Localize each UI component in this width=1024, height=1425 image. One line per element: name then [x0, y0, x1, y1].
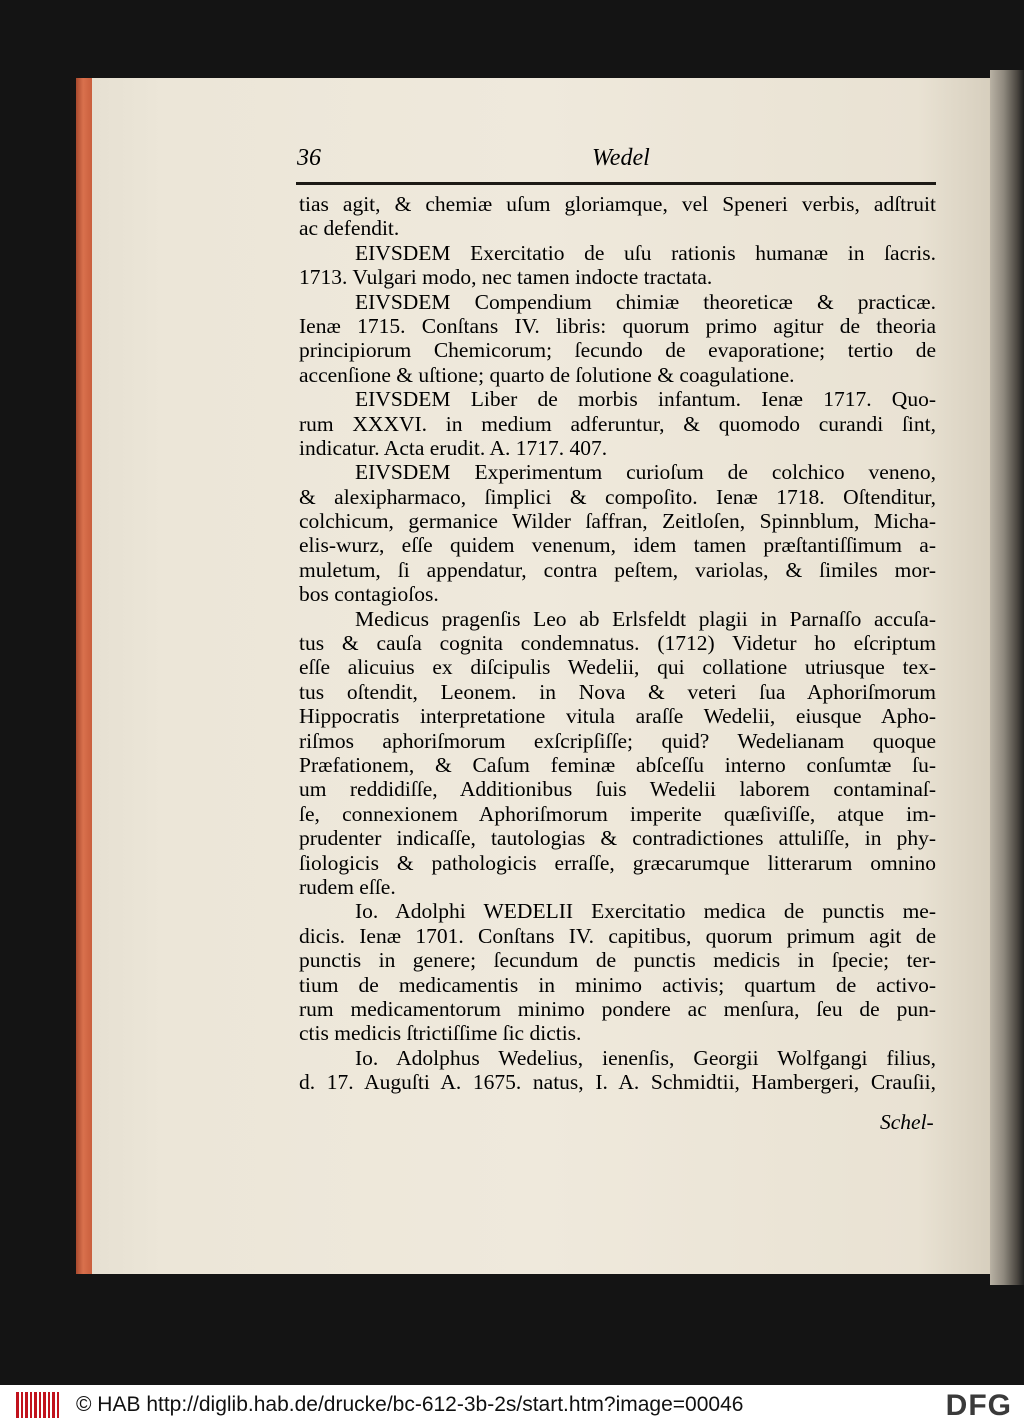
text-line: Io. Adolphi WEDELII Exercitatio medica de punctis me-: [355, 899, 936, 924]
text-line: & alexipharmaco, ſimplici & compoſito. Ienæ 1718. Oſtenditur,: [299, 484, 936, 509]
header-rule: [296, 182, 936, 185]
text-line: ctis medicis ſtrictiſſime ſic dictis.: [299, 1021, 582, 1046]
dfg-logo: DFG: [945, 1389, 1012, 1422]
text-line: rudem eſſe.: [299, 874, 396, 899]
running-head: Wedel: [592, 145, 650, 171]
catchword: Schel-: [880, 1110, 934, 1134]
text-line: tus oſtendit, Leonem. in Nova & veteri ſua Aphoriſmorum: [299, 679, 936, 704]
text-line: Medicus pragenſis Leo ab Erlsfeldt plagii in Parnaſſo accuſa-: [355, 606, 936, 631]
text-line: EIVSDEM Compendium chimiæ theoreticæ & practicæ.: [355, 289, 936, 314]
text-line: tium de medicamentis in minimo activis; quartum de activo-: [299, 972, 936, 997]
text-line: d. 17. Auguſti A. 1675. natus, I. A. Schmidtii, Hambergeri, Crauſii,: [299, 1070, 936, 1095]
text-line: ſiologicis & pathologicis erraſſe, græcarumque litterarum omnino: [299, 850, 936, 875]
text-line: bos contagioſos.: [299, 582, 439, 607]
text-line: accenſione & uſtione; quarto de ſolutione & coagulatione.: [299, 362, 795, 387]
text-line: EIVSDEM Exercitatio de uſu rationis humanæ in ſacris.: [355, 240, 936, 265]
text-line: colchicum, germanice Wilder ſaffran, Zeitloſen, Spinnblum, Micha-: [299, 509, 936, 534]
text-line: EIVSDEM Experimentum curioſum de colchico veneno,: [355, 460, 936, 485]
page-edge-red: [76, 78, 92, 1274]
text-line: elis-wurz, eſſe quidem venenum, idem tamen præſtantiſſimum a-: [299, 533, 936, 558]
text-line: rum XXXVI. in medium adferuntur, & quomodo curandi ſint,: [299, 411, 936, 436]
text-line: muletum, ſi appendatur, contra peſtem, variolas, & ſimiles mor-: [299, 557, 936, 582]
text-line: riſmos aphoriſmorum exſcripſiſſe; quid? Wedelianam quoque: [299, 728, 936, 753]
page-number: 36: [297, 145, 321, 171]
text-line: EIVSDEM Liber de morbis infantum. Ienæ 1717. Quo-: [355, 387, 936, 412]
body-text: [299, 192, 936, 1094]
text-line: tus & cauſa cognita condemnatus. (1712) Videtur ho eſcriptum: [299, 631, 936, 656]
text-line: Ienæ 1715. Conſtans IV. libris: quorum primo agitur de theoria: [299, 313, 936, 338]
text-line: Hippocratis interpretatione vitula araſſe Wedelii, eiusque Apho-: [299, 704, 936, 729]
text-line: rum medicamentorum minimo pondere ac menſura, ſeu de pun-: [299, 996, 936, 1021]
text-line: indicatur. Acta erudit. A. 1717. 407.: [299, 435, 608, 460]
text-line: prudenter indicaſſe, tautologias & contradictiones attuliſſe, in phy-: [299, 826, 936, 851]
viewer-footer: [0, 1385, 1024, 1425]
text-line: principiorum Chemicorum; ſecundo de evaporatione; tertio de: [299, 338, 936, 363]
text-line: ac defendit.: [299, 216, 400, 241]
text-line: um reddidiſſe, Additionibus ſuis Wedelii laborem contaminaſ-: [299, 777, 936, 802]
text-line: eſſe alicuius ex diſcipulis Wedelii, qui collatione utriusque tex-: [299, 655, 936, 680]
text-line: ſe, connexionem Aphoriſmorum imperite quæſiviſſe, atque im-: [299, 801, 936, 826]
text-line: dicis. Ienæ 1701. Conſtans IV. capitibus, quorum primum agit de: [299, 923, 936, 948]
text-line: punctis in genere; ſecundum de punctis medicis in ſpecie; ter-: [299, 948, 936, 973]
text-line: Præfationem, & Caſum feminæ abſceſſu interno conſumtæ ſu-: [299, 752, 936, 777]
copyright-url[interactable]: © HAB http://diglib.hab.de/drucke/bc-612-3b-2s/start.htm?image=00046: [76, 1393, 744, 1416]
text-line: Io. Adolphus Wedelius, ienenſis, Georgii Wolfgangi filius,: [355, 1045, 936, 1070]
hab-barcode-icon: [16, 1392, 62, 1418]
text-line: tias agit, & chemiæ uſum gloriamque, vel Speneri verbis, adſtruit: [299, 192, 936, 216]
page-gutter: [990, 70, 1024, 1285]
text-line: 1713. Vulgari modo, nec tamen indocte tractata.: [299, 265, 713, 290]
